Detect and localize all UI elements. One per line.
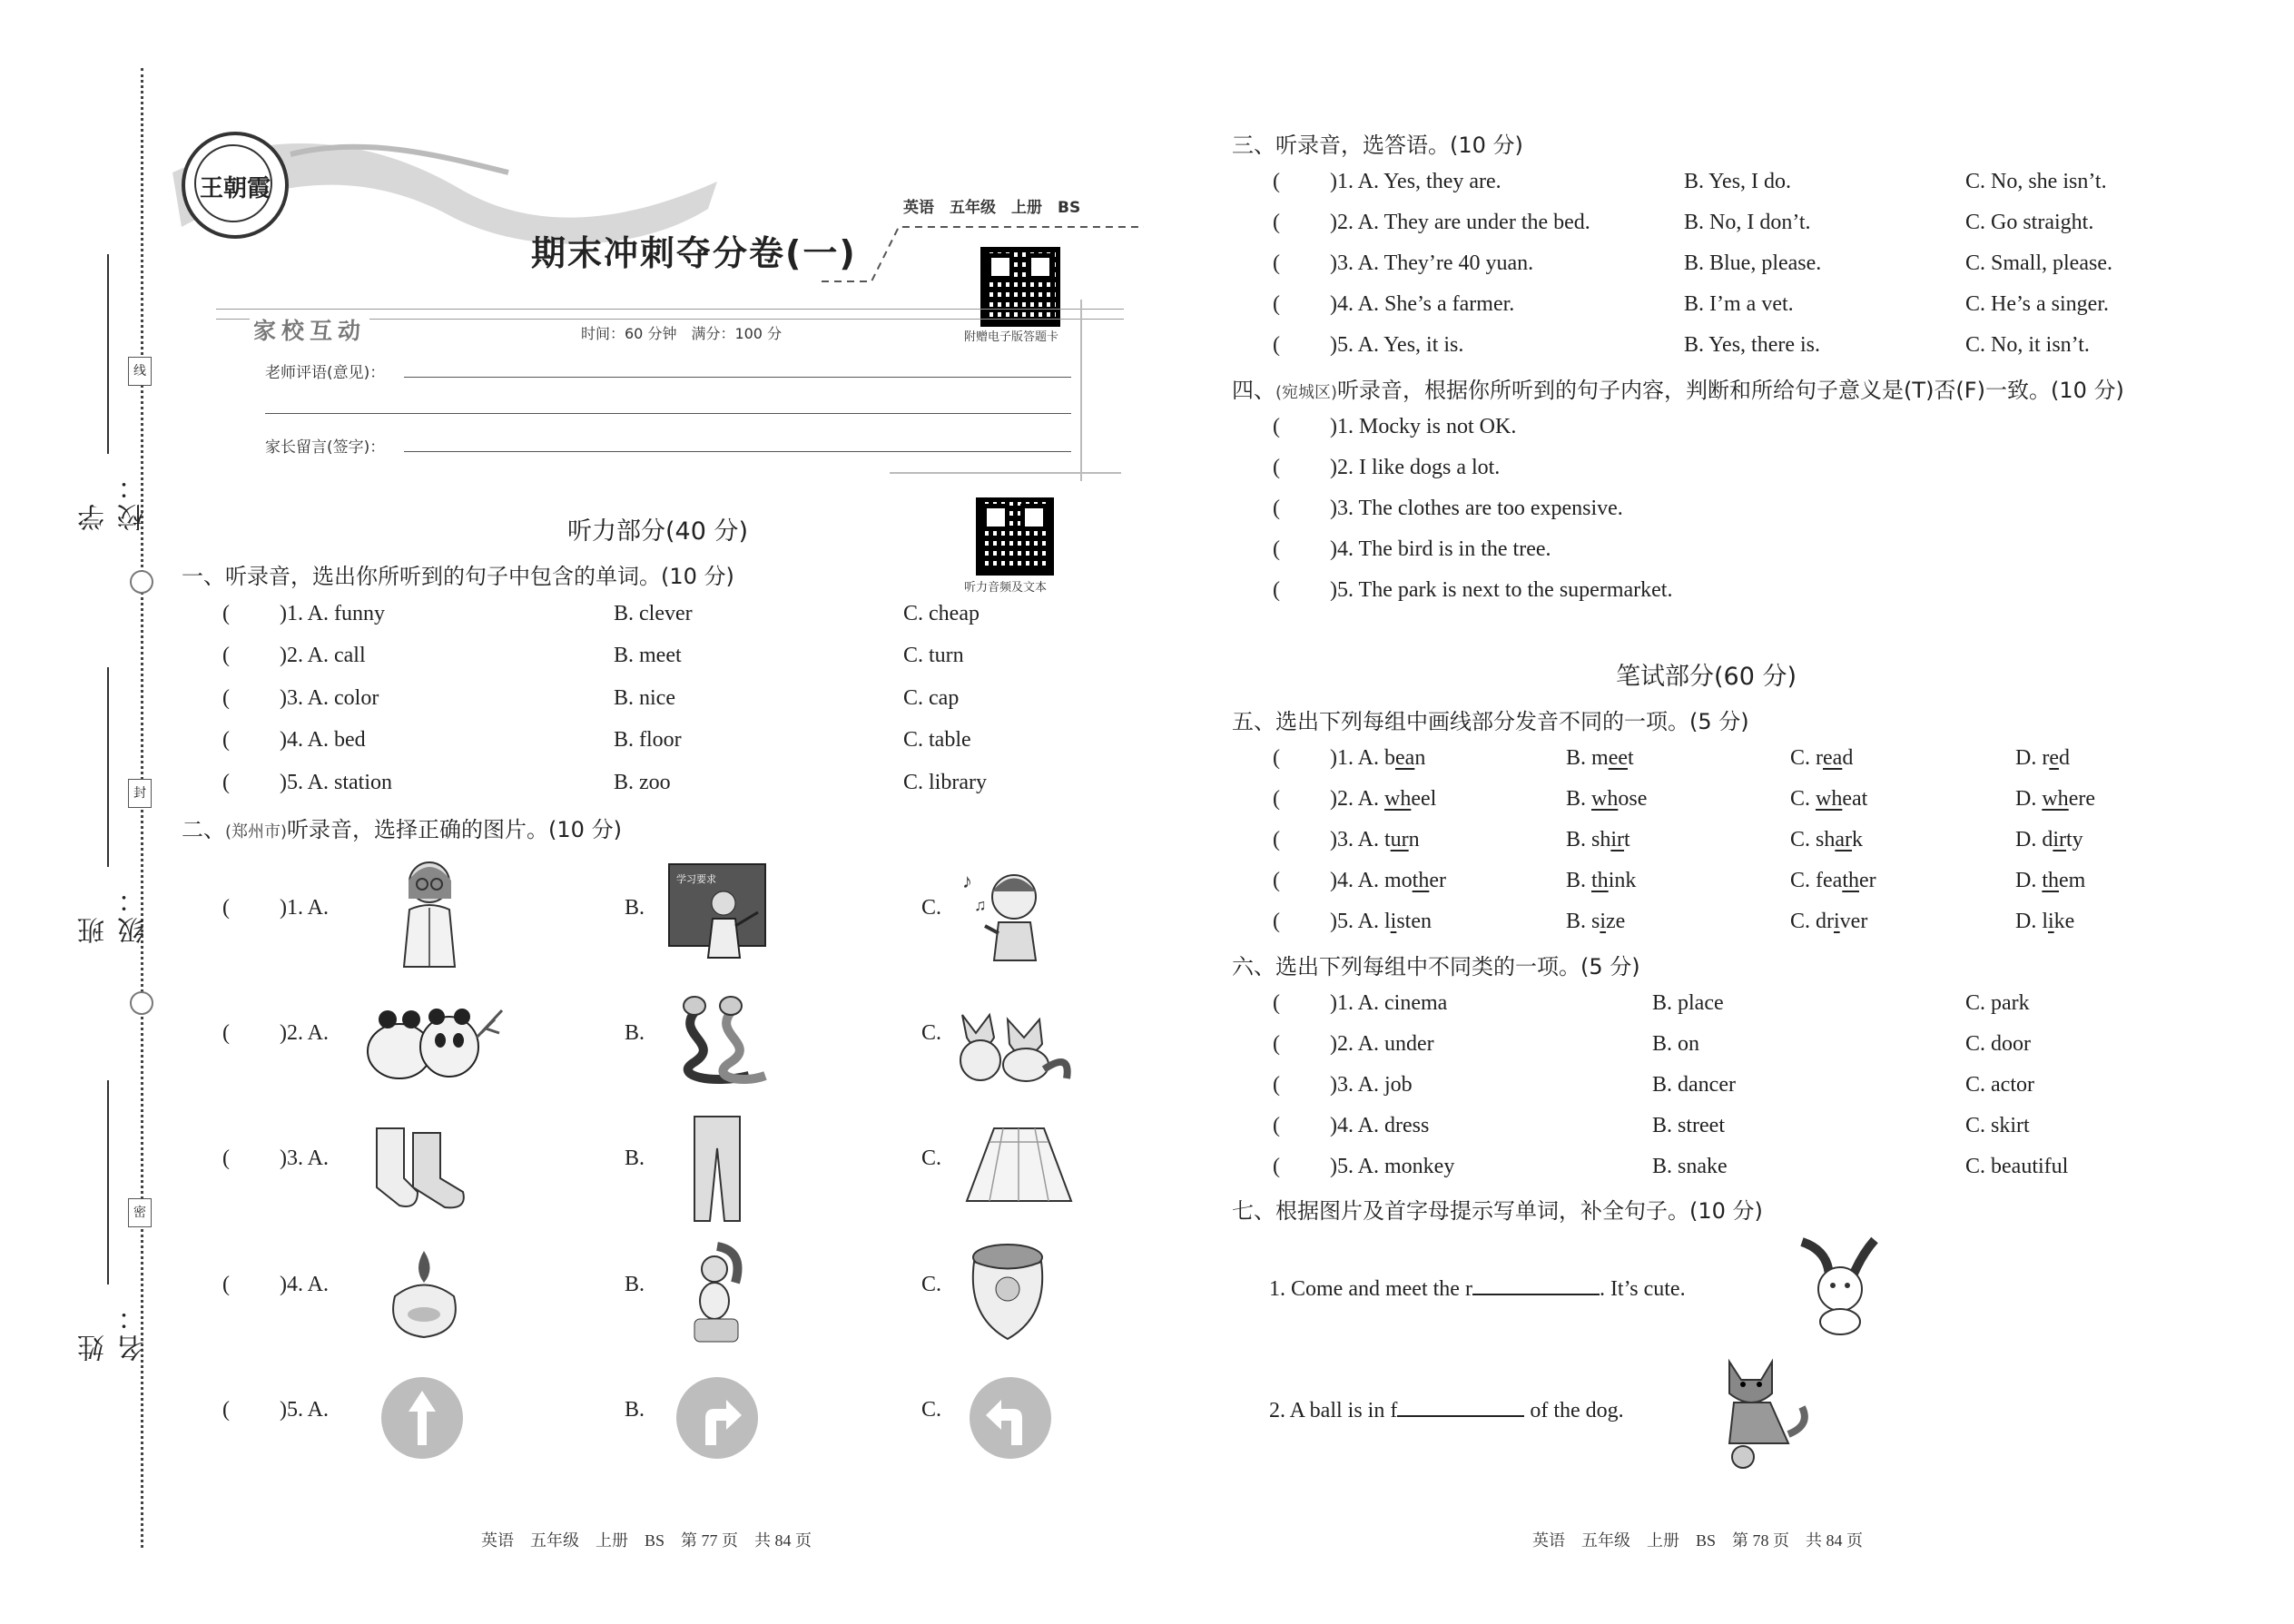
answer-bracket[interactable]: ( bbox=[1273, 1032, 1280, 1056]
snakes-picture[interactable] bbox=[658, 989, 772, 1088]
pandas-picture[interactable] bbox=[350, 997, 504, 1083]
s2-q3-label-a: )3. A. bbox=[280, 1147, 329, 1170]
arrow-turn-left-icon bbox=[970, 1377, 1051, 1459]
brand-logo bbox=[182, 132, 289, 239]
answer-bracket[interactable]: ( bbox=[1273, 787, 1280, 811]
s6-q2-option-c: C. door bbox=[1965, 1032, 2031, 1056]
s6-q5-option-c: C. beautiful bbox=[1965, 1155, 2069, 1178]
s6-q5-option-b: B. snake bbox=[1652, 1155, 1728, 1178]
answer-bracket[interactable]: ( bbox=[222, 1021, 230, 1045]
s1-q4-option-a: )4. A. bed bbox=[280, 728, 366, 752]
school-label: 学校： bbox=[78, 469, 150, 531]
s1-q2-option-b: B. meet bbox=[614, 644, 682, 667]
s5-q4-option-c: C. feather bbox=[1790, 869, 1876, 892]
answer-bracket[interactable]: ( bbox=[1273, 415, 1280, 438]
s6-q2-option-a: )2. A. under bbox=[1330, 1032, 1434, 1056]
go-straight-sign[interactable] bbox=[381, 1377, 463, 1459]
section-1-title: 一、听录音，选出你所听到的句子中包含的单词。(10 分) bbox=[182, 564, 734, 589]
s1-q4-option-c: C. table bbox=[903, 728, 971, 752]
section-text: 听录音，根据你所听到的句子内容，判断和所给句子意义是(T)否(F)一致。(10 分) bbox=[1337, 378, 2124, 403]
answer-bracket[interactable]: ( bbox=[222, 644, 230, 667]
class-field[interactable] bbox=[107, 667, 109, 867]
s3-q3-option-b: B. Blue, please. bbox=[1684, 251, 1822, 275]
answer-bracket[interactable]: ( bbox=[1273, 456, 1280, 479]
rabbit-picture[interactable] bbox=[1784, 1233, 1888, 1337]
listening-part-title: 听力部分(40 分) bbox=[567, 517, 749, 546]
binding-mark: 线 bbox=[128, 357, 152, 386]
s4-q1-sentence: )1. Mocky is not OK. bbox=[1330, 415, 1517, 438]
answer-bracket[interactable]: ( bbox=[222, 771, 230, 794]
squirrel-picture[interactable] bbox=[685, 1242, 749, 1346]
header-bottom-rule bbox=[890, 472, 1121, 474]
qr-caption: 听力音频及文本 bbox=[964, 581, 1048, 595]
socks-picture[interactable] bbox=[363, 1124, 477, 1215]
region-tag: (郑州市) bbox=[225, 822, 288, 842]
answer-bracket[interactable]: ( bbox=[222, 686, 230, 710]
s5-q2-option-a: )2. A. wheel bbox=[1330, 787, 1437, 811]
home-school-label: 家校互动 bbox=[250, 313, 369, 346]
class-label: 班级： bbox=[78, 882, 150, 944]
skirt-picture[interactable] bbox=[962, 1124, 1076, 1210]
boy-singing-picture[interactable] bbox=[958, 861, 1058, 962]
s6-q5-option-a: )5. A. monkey bbox=[1330, 1155, 1455, 1178]
answer-bracket[interactable]: ( bbox=[222, 1398, 230, 1422]
name-label: 姓名： bbox=[78, 1300, 150, 1362]
s3-q1-option-a: )1. A. Yes, they are. bbox=[1330, 170, 1501, 193]
s3-q2-option-a: )2. A. They are under the bed. bbox=[1330, 211, 1590, 234]
svg-text:♫: ♫ bbox=[974, 896, 987, 914]
name-field[interactable] bbox=[107, 1080, 109, 1284]
s5-q1-option-b: B. meet bbox=[1566, 746, 1634, 770]
s6-q4-option-a: )4. A. dress bbox=[1330, 1114, 1430, 1137]
answer-bracket[interactable]: ( bbox=[222, 728, 230, 752]
s1-q5-option-c: C. library bbox=[903, 771, 987, 794]
binding-ring bbox=[130, 991, 153, 1015]
s5-q5-option-d: D. like bbox=[2015, 910, 2075, 933]
s6-q3-option-b: B. dancer bbox=[1652, 1073, 1736, 1097]
s6-q3-option-a: )3. A. job bbox=[1330, 1073, 1413, 1097]
s5-q4-option-b: B. think bbox=[1566, 869, 1637, 892]
audio-qr-code[interactable] bbox=[976, 497, 1054, 576]
doctor-woman-picture[interactable] bbox=[386, 853, 477, 971]
s1-q5-option-b: B. zoo bbox=[614, 771, 671, 794]
s3-q5-option-a: )5. A. Yes, it is. bbox=[1330, 333, 1464, 357]
subject-tags: 英语 五年级 上册 BS bbox=[903, 199, 1081, 217]
s6-q4-option-b: B. street bbox=[1652, 1114, 1725, 1137]
teacher-comment-line[interactable] bbox=[265, 413, 1071, 414]
s1-q3-option-c: C. cap bbox=[903, 686, 960, 710]
turn-right-sign[interactable] bbox=[676, 1377, 758, 1459]
s1-q3-option-b: B. nice bbox=[614, 686, 675, 710]
s3-q2-option-c: C. Go straight. bbox=[1965, 211, 2094, 234]
answer-bracket[interactable]: ( bbox=[1273, 578, 1280, 602]
s1-q2-option-a: )2. A. call bbox=[280, 644, 366, 667]
s6-q3-option-c: C. actor bbox=[1965, 1073, 2034, 1097]
s6-q2-option-b: B. on bbox=[1652, 1032, 1700, 1056]
s5-q1-option-d: D. red bbox=[2015, 746, 2070, 770]
s5-q3-option-c: C. shark bbox=[1790, 828, 1864, 851]
s5-q2-option-d: D. where bbox=[2015, 787, 2095, 811]
answer-bracket[interactable]: ( bbox=[222, 896, 230, 920]
s5-q3-option-a: )3. A. turn bbox=[1330, 828, 1420, 851]
answer-bracket[interactable]: ( bbox=[1273, 170, 1280, 193]
teacher-at-board-picture[interactable] bbox=[667, 862, 767, 960]
s7-q2-blank[interactable] bbox=[1397, 1395, 1524, 1417]
s5-q1-option-a: )1. A. bean bbox=[1330, 746, 1426, 770]
s5-q3-option-d: D. dirty bbox=[2015, 828, 2083, 851]
s2-q2-label-a: )2. A. bbox=[280, 1021, 329, 1045]
s5-q5-option-c: C. driver bbox=[1790, 910, 1868, 933]
binding-ring bbox=[130, 570, 153, 594]
answer-bracket[interactable]: ( bbox=[1273, 211, 1280, 234]
section-number: 二、 bbox=[182, 817, 225, 842]
s3-q3-option-a: )3. A. They’re 40 yuan. bbox=[1330, 251, 1534, 275]
s5-q4-option-d: D. them bbox=[2015, 869, 2086, 892]
s1-q1-option-b: B. clever bbox=[614, 602, 693, 625]
s1-q3-option-a: )3. A. color bbox=[280, 686, 379, 710]
arrow-up-icon bbox=[381, 1377, 463, 1459]
s3-q5-option-b: B. Yes, there is. bbox=[1684, 333, 1821, 357]
answer-bracket[interactable]: ( bbox=[1273, 537, 1280, 561]
s1-q1-option-c: C. cheap bbox=[903, 602, 980, 625]
s4-q5-sentence: )5. The park is next to the supermarket. bbox=[1330, 578, 1673, 602]
section-2-title bbox=[182, 812, 622, 843]
s5-q4-option-a: )4. A. mother bbox=[1330, 869, 1446, 892]
s4-q3-sentence: )3. The clothes are too expensive. bbox=[1330, 497, 1623, 520]
answer-bracket[interactable]: ( bbox=[1273, 828, 1280, 851]
answer-bracket[interactable]: ( bbox=[1273, 292, 1280, 316]
footer-right: 英语 五年级 上册 BS 第 78 页 共 84 页 bbox=[1532, 1531, 1864, 1550]
teacher-comment-label: 老师评语(意见)： bbox=[265, 364, 386, 382]
answer-bracket[interactable]: ( bbox=[1273, 1155, 1280, 1178]
answer-bracket[interactable]: ( bbox=[1273, 869, 1280, 892]
section-6-title: 六、选出下列每组中不同类的一项。(5 分) bbox=[1232, 954, 1640, 979]
s3-q4-option-b: B. I’m a vet. bbox=[1684, 292, 1794, 316]
section-number: 四、 bbox=[1232, 378, 1275, 403]
s2-q4-label-b: B. bbox=[625, 1273, 645, 1296]
s5-q5-option-b: B. size bbox=[1566, 910, 1626, 933]
s4-q4-sentence: )4. The bird is in the tree. bbox=[1330, 537, 1551, 561]
header-side-rule bbox=[1080, 300, 1082, 481]
s1-q1-option-a: )1. A. funny bbox=[280, 602, 385, 625]
trousers-picture[interactable] bbox=[690, 1112, 744, 1225]
s5-q5-option-a: )5. A. listen bbox=[1330, 910, 1433, 933]
section-text: 听录音，选择正确的图片。(10 分) bbox=[287, 817, 622, 842]
s2-q4-label-c: C. bbox=[921, 1273, 942, 1296]
s3-q5-option-c: C. No, it isn’t. bbox=[1965, 333, 2090, 357]
answer-bracket[interactable]: ( bbox=[1273, 746, 1280, 770]
s2-q2-label-b: B. bbox=[625, 1021, 645, 1045]
time-info: 时间：60 分钟 满分：100 分 bbox=[581, 325, 783, 342]
section-5-title: 五、选出下列每组中画线部分发音不同的一项。(5 分) bbox=[1232, 709, 1749, 734]
answer-bracket[interactable]: ( bbox=[222, 1273, 230, 1296]
answer-bracket[interactable]: ( bbox=[222, 1147, 230, 1170]
s2-q1-label-b: B. bbox=[625, 896, 645, 920]
s2-q5-label-a: )5. A. bbox=[280, 1398, 329, 1422]
answer-bracket[interactable]: ( bbox=[1273, 1073, 1280, 1097]
s4-q2-sentence: )2. I like dogs a lot. bbox=[1330, 456, 1501, 479]
parent-comment-line[interactable] bbox=[404, 451, 1071, 452]
binding-mark: 密 bbox=[128, 1198, 152, 1227]
answer-bracket[interactable]: ( bbox=[1273, 497, 1280, 520]
section-7-title: 七、根据图片及首字母提示写单词，补全句子。(10 分) bbox=[1232, 1198, 1763, 1224]
school-field[interactable] bbox=[107, 254, 109, 454]
answer-bracket[interactable]: ( bbox=[1273, 333, 1280, 357]
logo-text: 王朝霞 bbox=[199, 175, 271, 202]
arrow-turn-right-icon bbox=[676, 1377, 758, 1459]
teacher-comment-line[interactable] bbox=[404, 377, 1071, 378]
s3-q2-option-b: B. No, I don’t. bbox=[1684, 211, 1811, 234]
answer-bracket[interactable]: ( bbox=[1273, 910, 1280, 933]
s6-q1-option-b: B. place bbox=[1652, 991, 1724, 1015]
s6-q4-option-c: C. skirt bbox=[1965, 1114, 2030, 1137]
s6-q1-option-a: )1. A. cinema bbox=[1330, 991, 1448, 1015]
s1-q4-option-b: B. floor bbox=[614, 728, 682, 752]
s7-q1-blank[interactable] bbox=[1472, 1274, 1600, 1295]
qr-caption: 附赠电子版答题卡 bbox=[964, 330, 1059, 344]
s2-q4-label-a: )4. A. bbox=[280, 1273, 329, 1296]
answer-bracket[interactable]: ( bbox=[1273, 991, 1280, 1015]
footer-left: 英语 五年级 上册 BS 第 77 页 共 84 页 bbox=[481, 1531, 812, 1550]
answer-bracket[interactable]: ( bbox=[222, 602, 230, 625]
svg-text:♪: ♪ bbox=[962, 870, 972, 892]
section-4-title bbox=[1232, 372, 2124, 404]
writing-part-title: 笔试部分(60 分) bbox=[1616, 663, 1797, 691]
s5-q1-option-c: C. read bbox=[1790, 746, 1854, 770]
s2-q2-label-c: C. bbox=[921, 1021, 942, 1045]
answer-bracket[interactable]: ( bbox=[1273, 251, 1280, 275]
s2-q3-label-c: C. bbox=[921, 1147, 942, 1170]
section-3-title: 三、听录音，选答语。(10 分) bbox=[1232, 133, 1523, 158]
s3-q1-option-b: B. Yes, I do. bbox=[1684, 170, 1792, 193]
s3-q3-option-c: C. Small, please. bbox=[1965, 251, 2112, 275]
s3-q4-option-c: C. He’s a singer. bbox=[1965, 292, 2109, 316]
turn-left-sign[interactable] bbox=[970, 1377, 1051, 1459]
s3-q1-option-c: C. No, she isn’t. bbox=[1965, 170, 2107, 193]
dog-with-ball-picture[interactable] bbox=[1716, 1343, 1816, 1471]
answer-bracket[interactable]: ( bbox=[1273, 1114, 1280, 1137]
plant-in-bag-picture[interactable] bbox=[386, 1242, 463, 1342]
s2-q1-label-a: )1. A. bbox=[280, 896, 329, 920]
s2-q5-label-c: C. bbox=[921, 1398, 942, 1422]
s1-q5-option-a: )5. A. station bbox=[280, 771, 392, 794]
squirrel-in-bag-picture[interactable] bbox=[967, 1239, 1049, 1343]
binding-mark: 封 bbox=[128, 779, 152, 808]
s5-q2-option-c: C. wheat bbox=[1790, 787, 1868, 811]
svg-text:学习要求: 学习要求 bbox=[676, 873, 716, 885]
s1-q2-option-c: C. turn bbox=[903, 644, 964, 667]
parent-comment-label: 家长留言(签字)： bbox=[265, 438, 386, 457]
region-tag: (宛城区) bbox=[1275, 383, 1338, 402]
s7-q1-sentence: 1. Come and meet the r . It’s cute. bbox=[1269, 1274, 1686, 1302]
s2-q3-label-b: B. bbox=[625, 1147, 645, 1170]
s6-q1-option-c: C. park bbox=[1965, 991, 2030, 1015]
s2-q5-label-b: B. bbox=[625, 1398, 645, 1422]
s3-q4-option-a: )4. A. She’s a farmer. bbox=[1330, 292, 1515, 316]
page-title: 期末冲刺夺分卷(一) bbox=[531, 233, 857, 273]
s5-q2-option-b: B. whose bbox=[1566, 787, 1648, 811]
s7-q2-sentence: 2. A ball is in f of the dog. bbox=[1269, 1395, 1624, 1423]
s5-q3-option-b: B. shirt bbox=[1566, 828, 1630, 851]
foxes-picture[interactable] bbox=[953, 997, 1076, 1083]
s2-q1-label-c: C. bbox=[921, 896, 942, 920]
